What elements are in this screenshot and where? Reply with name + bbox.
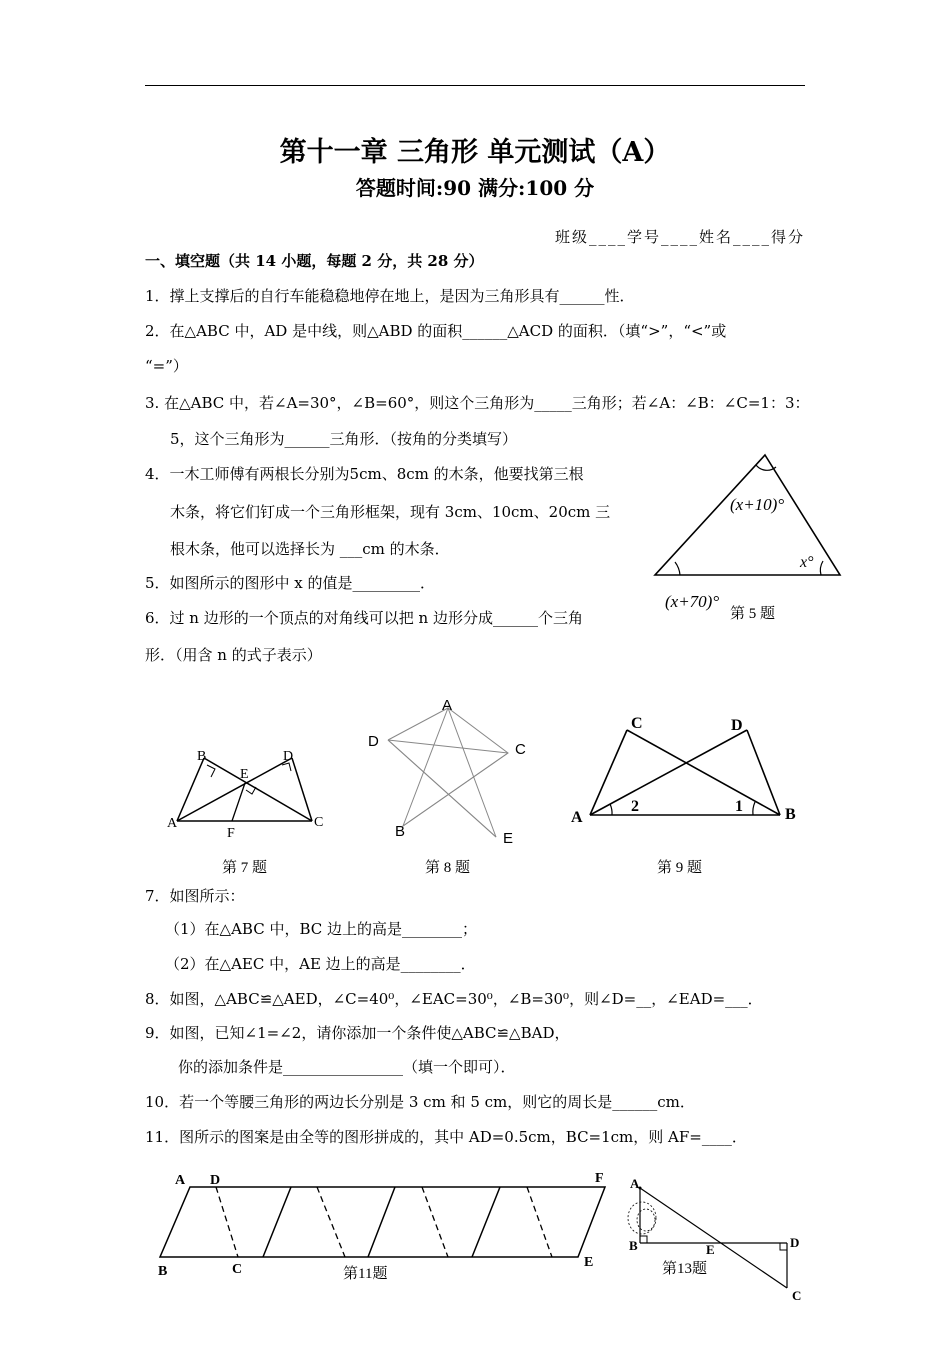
fig13-label-b: B	[629, 1238, 638, 1253]
fig8-caption: 第 8 题	[425, 860, 471, 876]
fig9-caption: 第 9 题	[657, 860, 703, 876]
fig9-label-c: C	[631, 715, 643, 732]
question-4: 4．一木工师傅有两根长分别为5cm、8cm 的木条，他要找第三根	[145, 465, 584, 483]
figure-13	[620, 1170, 810, 1310]
question-2-cont: “=”）	[145, 357, 188, 375]
fig11-label-f: F	[595, 1171, 604, 1186]
fig11-label-e: E	[584, 1255, 594, 1270]
fig5-label-bottom: (x+70)°	[665, 592, 720, 611]
question-4-cont2: 根木条，他可以选择长为 ___cm 的木条．	[170, 540, 450, 558]
section-heading: 一、填空题（共 14 小题，每题 2 分，共 28 分）	[145, 252, 484, 270]
fig5-caption: 第 5 题	[730, 606, 776, 622]
fig13-label-c: C	[792, 1288, 802, 1303]
fig9-label-d: D	[731, 717, 743, 734]
fig8-label-a: A	[442, 697, 453, 714]
fig7-label-e: E	[240, 767, 249, 782]
fig8-label-d: D	[368, 733, 379, 750]
student-info-line: 班级____学号____姓名____得分	[554, 228, 805, 246]
question-6-cont: 形．（用含 n 的式子表示）	[145, 646, 322, 664]
fig7-label-c: C	[314, 815, 324, 830]
fig7-label-d: D	[283, 749, 294, 764]
fig11-label-c: C	[232, 1262, 243, 1277]
fig11-label-a: A	[175, 1173, 186, 1188]
fig13-label-a: A	[630, 1176, 640, 1191]
question-8: 8．如图，△ABC≌△AED，∠C=40⁰，∠EAC=30⁰，∠B=30⁰，则∠D=__，∠EAD=___．	[145, 990, 763, 1008]
fig11-label-d: D	[210, 1173, 221, 1188]
question-9: 9．如图，已知∠1=∠2，请你添加一个条件使△ABC≌△BAD，	[145, 1024, 570, 1042]
figure-9	[565, 710, 805, 880]
fig8-label-b: B	[395, 823, 406, 840]
question-10: 10．若一个等腰三角形的两边长分别是 3 cm 和 5 cm，则它的周长是______cm．	[145, 1093, 695, 1111]
question-6: 6．过 n 边形的一个顶点的对角线可以把 n 边形分成______个三角	[145, 609, 583, 627]
question-11: 11．图所示的图案是由全等的图形拼成的，其中 AD=0.5cm，BC=1cm，则 AF=____．	[145, 1128, 747, 1146]
fig7-label-f: F	[227, 826, 235, 841]
fig7-label-a: A	[167, 816, 178, 831]
figure-8	[360, 690, 540, 880]
question-9-cont: 你的添加条件是________________（填一个即可）．	[178, 1058, 516, 1076]
page-title: 第十一章 三角形 单元测试（A）	[279, 137, 671, 168]
question-3-cont: 5，这个三角形为______三角形．（按角的分类填写）	[170, 430, 518, 448]
fig7-caption: 第 7 题	[222, 860, 268, 876]
question-7-part2: （2）在△AEC 中，AE 边上的高是________．	[165, 955, 476, 973]
fig7-label-b: B	[197, 749, 207, 764]
top-rule	[145, 85, 805, 86]
question-4-cont1: 木条，将它们钉成一个三角形框架，现有 3cm、10cm、20cm 三	[170, 503, 611, 521]
figure-5	[625, 445, 855, 625]
question-3: 3. 在△ABC 中，若∠A=30°，∠B=60°，则这个三角形为_____三角形；若∠A：∠B：∠C=1：3：	[145, 394, 810, 412]
fig13-label-d: D	[790, 1235, 800, 1250]
fig9-angle-1: 1	[735, 798, 743, 815]
fig11-caption: 第11题	[343, 1266, 388, 1282]
fig9-label-b: B	[785, 806, 796, 823]
fig5-label-right: x°	[800, 554, 814, 571]
question-5: 5．如图所示的图形中 x 的值是_________．	[145, 574, 436, 592]
fig8-label-e: E	[503, 830, 514, 847]
question-1: 1．撑上支撑后的自行车能稳稳地停在地上，是因为三角形具有______性．	[145, 287, 635, 305]
figure-7	[160, 740, 340, 880]
fig9-angle-2: 2	[631, 798, 639, 815]
figure-11	[150, 1160, 615, 1285]
page-subtitle: 答题时间:90 满分:100 分	[355, 176, 595, 200]
fig9-label-a: A	[571, 809, 583, 826]
fig8-label-c: C	[515, 741, 526, 758]
question-7-part1: （1）在△ABC 中，BC 边上的高是________；	[165, 920, 478, 938]
question-7: 7．如图所示：	[145, 887, 245, 905]
question-2: 2．在△ABC 中，AD 是中线，则△ABD 的面积______△ACD 的面积．（填“>”，“<”或	[145, 322, 727, 340]
fig11-label-b: B	[158, 1264, 168, 1279]
fig5-label-top: (x+10)°	[730, 495, 785, 514]
fig13-caption: 第13题	[662, 1261, 708, 1277]
fig13-label-e: E	[706, 1242, 715, 1257]
